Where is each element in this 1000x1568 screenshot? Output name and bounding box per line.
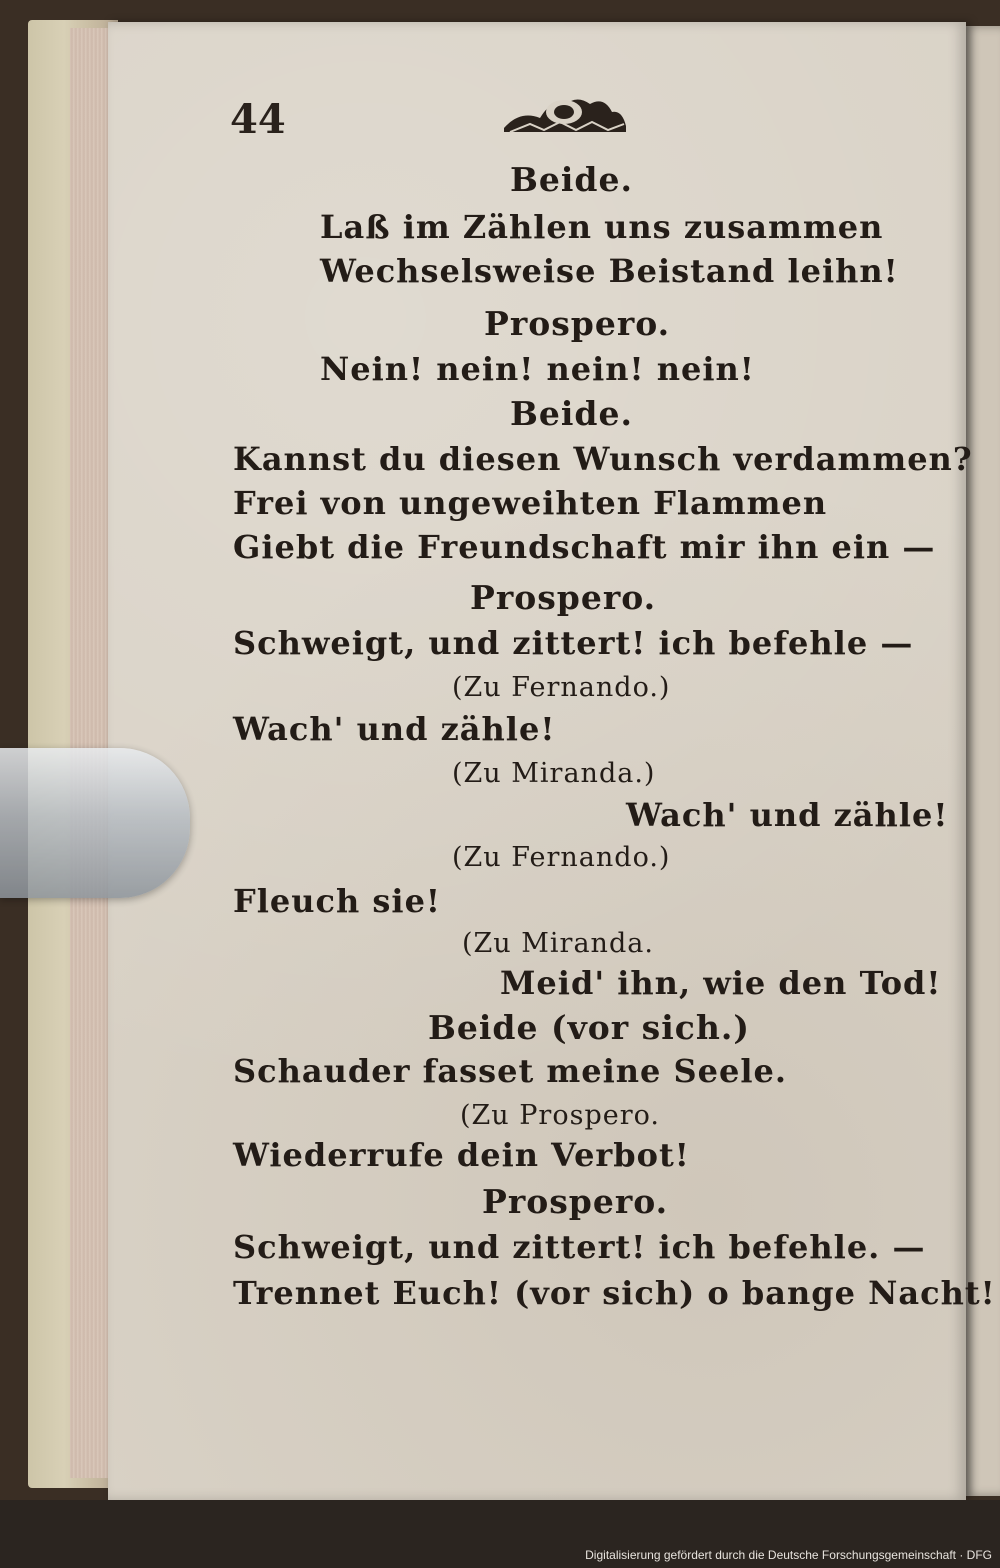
text-line: Schweigt, und zittert! ich befehle. —: [233, 1228, 926, 1266]
speaker-label: Prospero.: [484, 304, 671, 343]
text-line: Fleuch sie!: [233, 882, 441, 920]
text-line: Kannst du diesen Wunsch verdammen?: [233, 440, 973, 478]
text-line: Wach' und zähle!: [233, 710, 556, 748]
text-line: Wach' und zähle!: [626, 796, 949, 834]
stage-direction: (Zu Fernando.): [452, 672, 671, 703]
text-line: Wiederrufe dein Verbot!: [233, 1136, 690, 1174]
speaker-label: Prospero.: [470, 578, 657, 617]
speaker-label: Beide.: [510, 394, 633, 433]
stage-direction: (Zu Miranda.: [462, 928, 654, 959]
footer-credit: Digitalisierung gefördert durch die Deutsche Forschungsgemeinschaft · DFG: [585, 1548, 992, 1562]
page-number: 44: [230, 96, 286, 143]
text-line: Wechselsweise Beistand leihn!: [320, 252, 899, 290]
text-line: Laß im Zählen uns zusammen: [320, 208, 884, 246]
text-line: Schweigt, und zittert! ich befehle —: [233, 624, 914, 662]
stage-direction: (Zu Prospero.: [460, 1100, 660, 1131]
ornament-vignette-icon: [500, 88, 628, 134]
text-line: Schauder fasset meine Seele.: [233, 1052, 788, 1090]
text-line: Meid' ihn, wie den Tod!: [500, 964, 942, 1002]
text-line: Frei von ungeweihten Flammen: [233, 484, 828, 522]
text-line: Giebt die Freundschaft mir ihn ein —: [233, 528, 936, 566]
text-line: Nein! nein! nein! nein!: [320, 350, 755, 388]
speaker-label: Beide (vor sich.): [428, 1008, 750, 1047]
page-clip: [0, 748, 190, 898]
stage-direction: (Zu Fernando.): [452, 842, 671, 873]
speaker-label: Prospero.: [482, 1182, 669, 1221]
stage-direction: (Zu Miranda.): [452, 758, 656, 789]
text-line: Trennet Euch! (vor sich) o bange Nacht!: [233, 1274, 996, 1312]
speaker-label: Beide.: [510, 160, 633, 199]
